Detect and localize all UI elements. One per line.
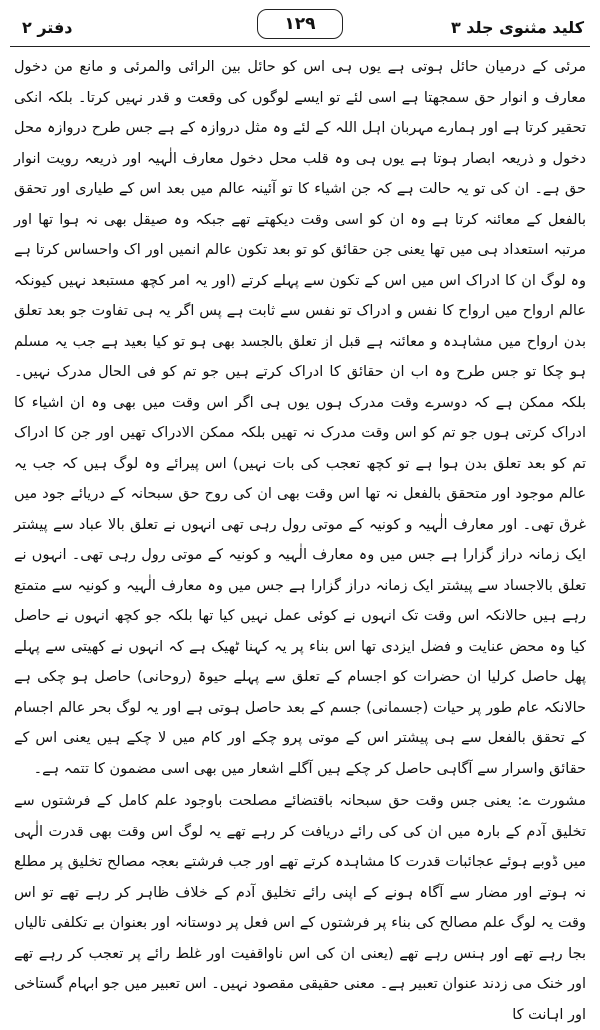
page-body bbox=[14, 52, 586, 1023]
page-number-frame bbox=[257, 9, 343, 39]
paragraph: مرئی کے درمیان حائل ہوتی ہے یوں ہی اس کو حائل بین الرائی والمرئی و مانع من دخول معارف و انوار حق سمجھتا ہے اسی لئے تو ایسے لوگوں کی وقعت و قدر نہیں کرتا۔ بلکہ انکی تحقیر کرتا ہے اور ہمارے مہربان اہل اللہ کے لئے وہ مثل دروازہ کے ہے جس طرح دروازہ محل دخول و ذریعہ ابصار ہوتا ہے یوں ہی وہ قلب محل دخول معارف الٰہیہ اور ذریعہ رویت انوار حق ہے۔ ان کی تو یہ حالت ہے کہ جن اشیاء کا تو آئینہ عالم میں بعد اس کے طیاری اور تحقق بالفعل کے معائنہ کرتا ہے وہ ان کو اسی وقت دیکھتے تھے جبکہ وہ صیقل بھی نہ ہوا تھا اور مرتبہ استعداد ہی میں تھا یعنی جن حقائق کو تو بعد تکون عالم انمیں اور اک واحساس کرتا ہے وہ لوگ ان کا ادراک اس میں اس کے تکون سے پہلے کرتے (اور یہ امر کچھ مستبعد نہیں کیونکہ عالم ارواح میں ارواح کا نفس و ادراک تو نفس سے ثابت ہے پس اگر یہ ہی تفاوت جو بعد تعلق بدن ارواح میں مشاہدہ و معائنہ ہے قبل از تعلق بالجسد بھی ہو تو کیا بعید ہے جب یہ مسلم ہو چکا تو جس طرح وہ اب ان حقائق کا ادراک کرتے ہیں جو تم کو فی الحال مدرک نہیں۔ بلکہ ممکن ہے کہ دوسرے وقت مدرک ہوں یوں ہی اگر اس وقت میں بھی وہ ان اشیاء کا ادراک کرتی ہوں جو تم کو اس وقت مدرک نہ تھیں بلکہ ممکن الادراک تھیں اور جن کا ادراک تم کو بعد تعلق بدن ہوا ہے تو کچھ تعجب کی بات نہیں) اس پیرائے وہ لوگ ہیں کہ جب یہ عالم موجود اور متحقق بالفعل نہ تھا اس وقت بھی ان کی روح حق سبحانہ کے دریائے جود میں غرق تھی۔ اور معارف الٰہیہ و کونیہ کے موتی رول رہی تھی انہوں نے تعلق بالا عباد سے پیشتر ایک زمانہ دراز گزارا ہے جس میں وہ معارف الٰہیہ و کونیہ کے موتی رول رہی تھی۔ انہوں نے تعلق بالاجساد سے پیشتر ایک زمانہ دراز گزارا ہے جس میں وہ معارف الٰہیہ و کونیہ سے متمتع رہے ہیں حالانکہ اس وقت تک انہوں نے کوئی عمل نہیں کیا تھا بلکہ جو کچھ انہوں نے حاصل کیا وہ محض عنایت و فضل ایزدی تھا اس بناء پر یہ کہنا ٹھیک ہے کہ انہوں نے کھیتی سے پہلے پھل حاصل کرلیا ان حضرات کو اجسام کے تعلق سے پہلے حیوۃ (روحانی) حاصل ہو چکی ہے حالانکہ عام طور پر حیات (جسمانی) جسم کے بعد حاصل ہوتی ہے اور یہ لوگ بحر عالم اجسام کے تحقق بالفعل سے ہی پیشتر اس کے موتی پرو چکے اور کام میں لا چکے ہیں یعنی اس کے حقائق واسرار سے آگاہی حاصل کر چکے ہیں آگلے اشعار میں بھی اسی مضمون کا تتمہ ہے۔ bbox=[14, 59, 586, 777]
volume-label: دفتر ۲ bbox=[22, 18, 73, 37]
header-divider bbox=[10, 46, 590, 47]
page-number: ۱۲۹ bbox=[284, 14, 316, 34]
book-title: کلید مثنوی جلد ۳ bbox=[450, 18, 584, 37]
paragraph: مشورت ے: یعنی جس وقت حق سبحانہ باقتضائے مصلحت باوجود علم کامل کے فرشتوں سے تخلیق آدم کے بارہ میں ان کی کی رائے دریافت کر رہے تھے یہ لوگ اس وقت بھی قدرت الٰہی میں ڈوبے ہوئے عجائبات قدرت کا مشاہدہ کرتے تھے اور جب فرشتے بعجہ مصالح تخلیق پر مطلع نہ ہوتے اور مضار سے آگاہ ہونے کے اپنی رائے تخلیق آدم کے خلاف ظاہر کر رہے تھے تو اس وقت یہ لوگ علم مصالح کی بناء پر فرشتوں کے اس فعل پر دوستانہ اور بعنوان بے تکلفی تالیاں بجا رہے تھے اور ہنس رہے تھے (یعنی ان کی اس ناواقفیت اور غلط رائے پر تعجب کر رہے تھے اور خنک می زدند عنوان تعبیر ہے۔ معنی حقیقی مقصود نہیں۔ اس تعبیر میں جو ابہام گستاخی اور اہانت کا bbox=[14, 793, 586, 1023]
